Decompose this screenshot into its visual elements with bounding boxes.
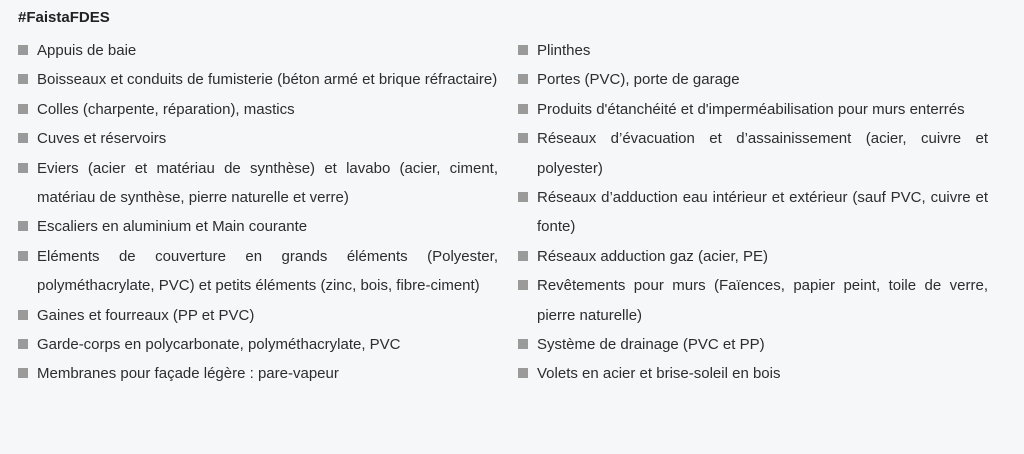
list-item-text: Réseaux adduction gaz (acier, PE) (537, 247, 768, 265)
list-item (18, 36, 498, 65)
list-item-text: Garde-corps en polycarbonate, polyméthacrylate, PVC (37, 336, 401, 354)
list-item-text: Produits d'étanchéité et d'imperméabilisation pour murs enterrés (537, 100, 965, 118)
list-item (18, 301, 498, 330)
square-bullet-icon (518, 45, 528, 55)
list-item (18, 242, 498, 301)
list-item (518, 124, 988, 183)
square-bullet-icon (18, 74, 28, 84)
list-item-text: Réseaux d’adduction eau intérieur et extérieur (sauf PVC, cuivre et fonte) (537, 189, 988, 236)
list-item (18, 212, 498, 241)
list-item (18, 95, 498, 124)
square-bullet-icon (18, 368, 28, 378)
list-item (518, 359, 988, 388)
list-item (18, 65, 498, 94)
square-bullet-icon (18, 221, 28, 231)
square-bullet-icon (518, 104, 528, 114)
list-item-text: Revêtements pour murs (Faïences, papier peint, toile de verre, pierre naturelle) (537, 277, 988, 324)
square-bullet-icon (518, 133, 528, 143)
list-item (518, 36, 988, 65)
list-item (18, 330, 498, 359)
square-bullet-icon (18, 104, 28, 114)
list-item (518, 330, 988, 359)
list-item (18, 124, 498, 153)
list-item-text: Appuis de baie (37, 42, 137, 59)
square-bullet-icon (18, 163, 28, 173)
list-item (518, 183, 988, 242)
square-bullet-icon (518, 368, 528, 378)
list-item-text: Gaines et fourreaux (PP et PVC) (37, 306, 255, 324)
list-item-text: Volets en acier et brise-soleil en bois (537, 365, 781, 383)
list-item-text: Membranes pour façade légère : pare-vapeur (37, 365, 339, 383)
square-bullet-icon (18, 251, 28, 261)
list-item-text: Colles (charpente, réparation), mastics (37, 100, 295, 118)
list-item (518, 271, 988, 330)
list-item (18, 359, 498, 388)
hashtag-heading: #FaistaFDES (18, 9, 110, 26)
list-item (18, 154, 498, 213)
list-item-text: Réseaux d’évacuation et d’assainissement (acier, cuivre et polyester) (537, 130, 988, 177)
list-item-text: Eléments de couverture en grands éléments (Polyester, polyméthacrylate, PVC) et petits éléments (zinc, bois, fibre-ciment) (37, 247, 498, 295)
list-item-text: Système de drainage (PVC et PP) (537, 336, 765, 354)
list-item-text: Portes (PVC), porte de garage (537, 71, 740, 89)
left-column-list (18, 36, 498, 389)
product-list-columns (18, 36, 1024, 389)
list-item-text: Escaliers en aluminium et Main courante (37, 218, 308, 236)
square-bullet-icon (518, 251, 528, 261)
list-item (518, 242, 988, 271)
square-bullet-icon (518, 280, 528, 290)
square-bullet-icon (518, 74, 528, 84)
square-bullet-icon (18, 45, 28, 55)
list-item-text: Eviers (acier et matériau de synthèse) et lavabo (acier, ciment, matériau de synthèse, pierre naturelle et verre) (37, 159, 498, 207)
list-item-text: Boisseaux et conduits de fumisterie (béton armé et brique réfractaire) (37, 71, 498, 89)
square-bullet-icon (518, 339, 528, 349)
square-bullet-icon (18, 339, 28, 349)
square-bullet-icon (18, 310, 28, 320)
square-bullet-icon (18, 133, 28, 143)
list-item (518, 65, 988, 94)
list-item-text: Plinthes (537, 42, 591, 59)
right-column-list (518, 36, 988, 389)
square-bullet-icon (518, 192, 528, 202)
list-item (518, 95, 988, 124)
list-item-text: Cuves et réservoirs (37, 130, 167, 148)
